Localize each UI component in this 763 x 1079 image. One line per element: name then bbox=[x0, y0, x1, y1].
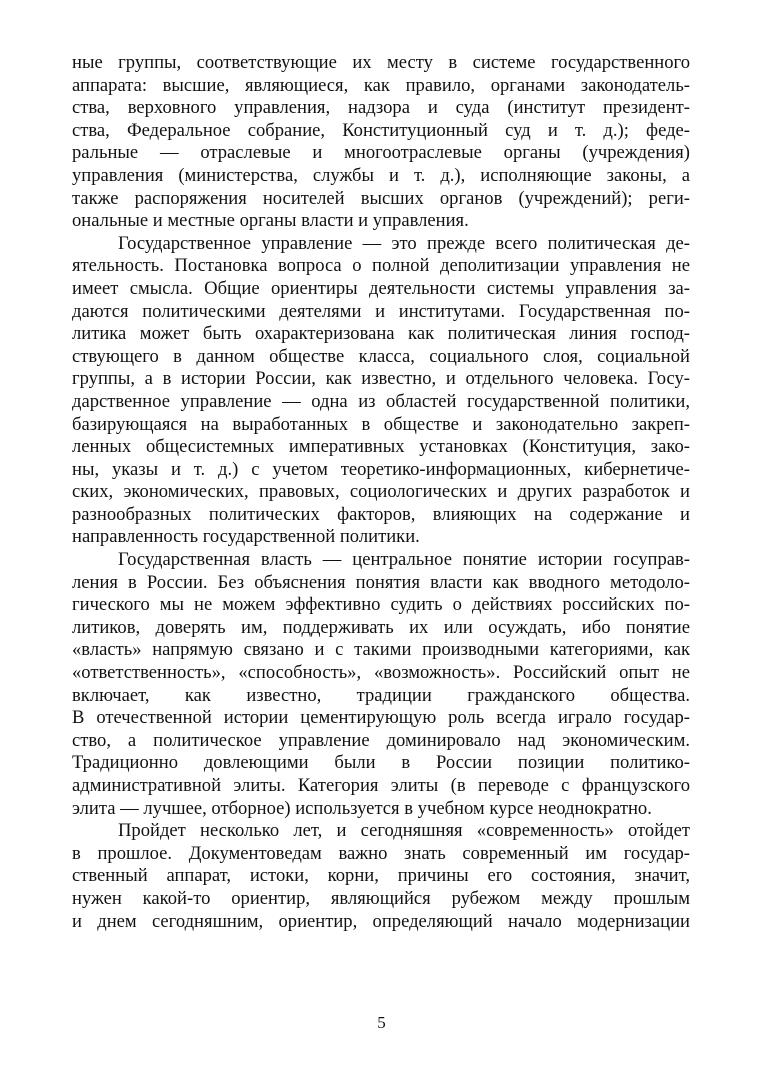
text-line: ные группы, соответствующие их месту в системе государственного bbox=[72, 52, 690, 73]
text-line: дарственное управление — одна из областей государственной политики, bbox=[72, 390, 690, 412]
text-line: Государственное управление — это прежде всего политическая де- bbox=[118, 232, 690, 254]
paragraph bbox=[72, 549, 690, 820]
text-line: имеет смысла. Общие ориентиры деятельности системы управления за- bbox=[72, 277, 690, 299]
text-line: литика может быть охарактеризована как политическая линия господ- bbox=[72, 323, 690, 345]
text-line: ятельность. Постановка вопроса о полной деполитизации управления не bbox=[72, 255, 690, 277]
text-line: «власть» напрямую связано и с такими производными категориями, как bbox=[72, 639, 690, 661]
page-body bbox=[72, 52, 690, 933]
text-line: базирующаяся на выработанных в обществе и законодательно закреп- bbox=[72, 413, 690, 435]
text-line: гического мы не можем эффективно судить о действиях российских по- bbox=[72, 594, 690, 616]
paragraph bbox=[72, 233, 690, 549]
text-line: ральные — отраслевые и многоотраслевые органы (учреждения) bbox=[72, 142, 690, 164]
text-line: Традиционно довлеющими были в России позиции политико- bbox=[72, 752, 690, 774]
text-line: даются политическими деятелями и институтами. Государственная по- bbox=[72, 300, 690, 322]
page-number: 5 bbox=[377, 1013, 386, 1032]
text-line: и днем сегодняшним, ориентир, определяющий начало модернизации bbox=[72, 910, 690, 932]
text-line: элита — лучшее, отборное) используется в учебном курсе неоднократно. bbox=[72, 797, 652, 819]
text-line: аппарата: высшие, являющиеся, как правило, органами законодатель- bbox=[72, 74, 690, 96]
text-line: Пройдет несколько лет, и сегодняшняя «современность» отойдет bbox=[118, 820, 690, 842]
text-line: ство, а политическое управление доминировало над экономическим. bbox=[72, 729, 690, 751]
text-line: ональные и местные органы власти и управления. bbox=[72, 210, 469, 232]
text-line: ления в России. Без объяснения понятия власти как вводного методоло- bbox=[72, 571, 690, 593]
text-line: в прошлое. Документоведам важно знать современный им государ- bbox=[72, 842, 690, 864]
text-line: ства, Федеральное собрание, Конституционный суд и т. д.); феде- bbox=[72, 119, 690, 141]
text-line: «ответственность», «способность», «возможность». Российский опыт не bbox=[72, 662, 690, 684]
text-line: группы, а в истории России, как известно, и отдельного человека. Госу- bbox=[72, 368, 690, 390]
text-line: ства, верховного управления, надзора и суда (институт президент- bbox=[72, 97, 690, 119]
text-line: управления (министерства, службы и т. д.), исполняющие законы, а bbox=[72, 164, 690, 186]
text-line: Государственная власть — центральное понятие истории госуправ- bbox=[118, 549, 690, 571]
text-line: литиков, доверять им, поддерживать их или осуждать, ибо понятие bbox=[72, 616, 690, 638]
text-line: также распоряжения носителей высших органов (учреждений); реги- bbox=[72, 187, 690, 209]
text-line: ственный аппарат, истоки, корни, причины его состояния, значит, bbox=[72, 865, 690, 887]
text-container bbox=[72, 52, 690, 933]
text-line: В отечественной истории цементирующую роль всегда играло государ- bbox=[72, 707, 690, 729]
text-line: ны, указы и т. д.) с учетом теоретико-информационных, кибернетиче- bbox=[72, 458, 690, 480]
paragraph bbox=[72, 820, 690, 933]
text-line: направленность государственной политики. bbox=[72, 526, 420, 548]
text-line: нужен какой-то ориентир, являющийся рубежом между прошлым bbox=[72, 887, 690, 909]
text-line: включает, как известно, традиции гражданского общества. bbox=[72, 684, 690, 706]
paragraph bbox=[72, 52, 690, 233]
text-line: разнообразных политических факторов, влияющих на содержание и bbox=[72, 503, 690, 525]
text-line: ских, экономических, правовых, социологических и других разработок и bbox=[72, 481, 690, 503]
text-line: ленных общесистемных императивных установках (Конституция, зако- bbox=[72, 436, 690, 458]
text-line: ствующего в данном обществе класса, социального слоя, социальной bbox=[72, 345, 690, 367]
text-line: административной элиты. Категория элиты (в переводе с французского bbox=[72, 775, 690, 796]
